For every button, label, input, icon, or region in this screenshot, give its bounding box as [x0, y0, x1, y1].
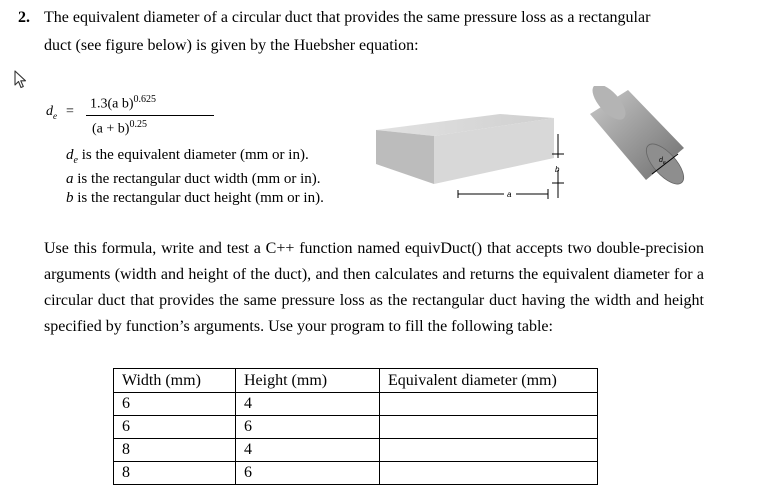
header-height: Height (mm)	[236, 369, 380, 393]
table-row	[114, 393, 598, 416]
intro-line-2: duct (see figure below) is given by the Huebsher equation:	[44, 37, 419, 54]
definition-de: $d_e$ is the equivalent diameter (mm or in).	[66, 147, 309, 166]
label-a: a	[507, 190, 512, 199]
huebsher-formula	[46, 92, 186, 142]
cell-width: 6	[114, 416, 236, 439]
definition-a: a is the rectangular duct width (mm or in).	[66, 171, 321, 187]
cell-width: 8	[114, 462, 236, 485]
label-b: b	[555, 165, 560, 174]
formula-lhs: $d_e$	[46, 104, 57, 121]
results-table	[113, 368, 598, 485]
header-width: Width (mm)	[114, 369, 236, 393]
cell-height: 4	[236, 393, 380, 416]
header-equivalent-diameter: Equivalent diameter (mm)	[380, 369, 598, 393]
formula-numerator: 1.3(a b)$^{0.625}$	[90, 94, 157, 112]
cell-height: 4	[236, 439, 380, 462]
mouse-cursor-icon	[14, 70, 28, 95]
instructions-paragraph: Use this formula, write and test a C++ function named equivDuct() that accepts two double-precision arguments (width and height of the duct), and then calculates and returns the equivalent diameter for a circular duct that provides the same pressure loss as the rectangular duct having the width and height specified by function’s arguments. Use your program to fill the following table:	[44, 240, 704, 335]
cell-height: 6	[236, 462, 380, 485]
table-header-row	[114, 369, 598, 393]
cell-equivalent-diameter[interactable]	[380, 439, 598, 462]
width-dimension	[458, 189, 548, 199]
definition-b: b is the rectangular duct height (mm or in).	[66, 190, 324, 206]
cell-width: 6	[114, 393, 236, 416]
table-row	[114, 462, 598, 485]
table-row	[114, 416, 598, 439]
problem-number: 2.	[18, 9, 30, 26]
label-de: $d_e$	[659, 157, 666, 166]
duct-figure	[376, 86, 706, 206]
rectangular-duct-shape	[376, 114, 554, 184]
cell-width: 8	[114, 439, 236, 462]
cell-equivalent-diameter[interactable]	[380, 462, 598, 485]
circular-duct-shape	[587, 86, 690, 190]
cell-equivalent-diameter[interactable]	[380, 416, 598, 439]
cell-height: 6	[236, 416, 380, 439]
variable-definitions	[66, 146, 324, 208]
formula-equals: =	[66, 104, 74, 119]
formula-denominator: $(a + b)^{0.25}$	[92, 119, 147, 137]
fraction-bar	[86, 115, 214, 116]
cell-equivalent-diameter[interactable]	[380, 393, 598, 416]
intro-line-1: The equivalent diameter of a circular duct that provides the same pressure loss as a rectangular	[44, 9, 651, 26]
table-row	[114, 439, 598, 462]
